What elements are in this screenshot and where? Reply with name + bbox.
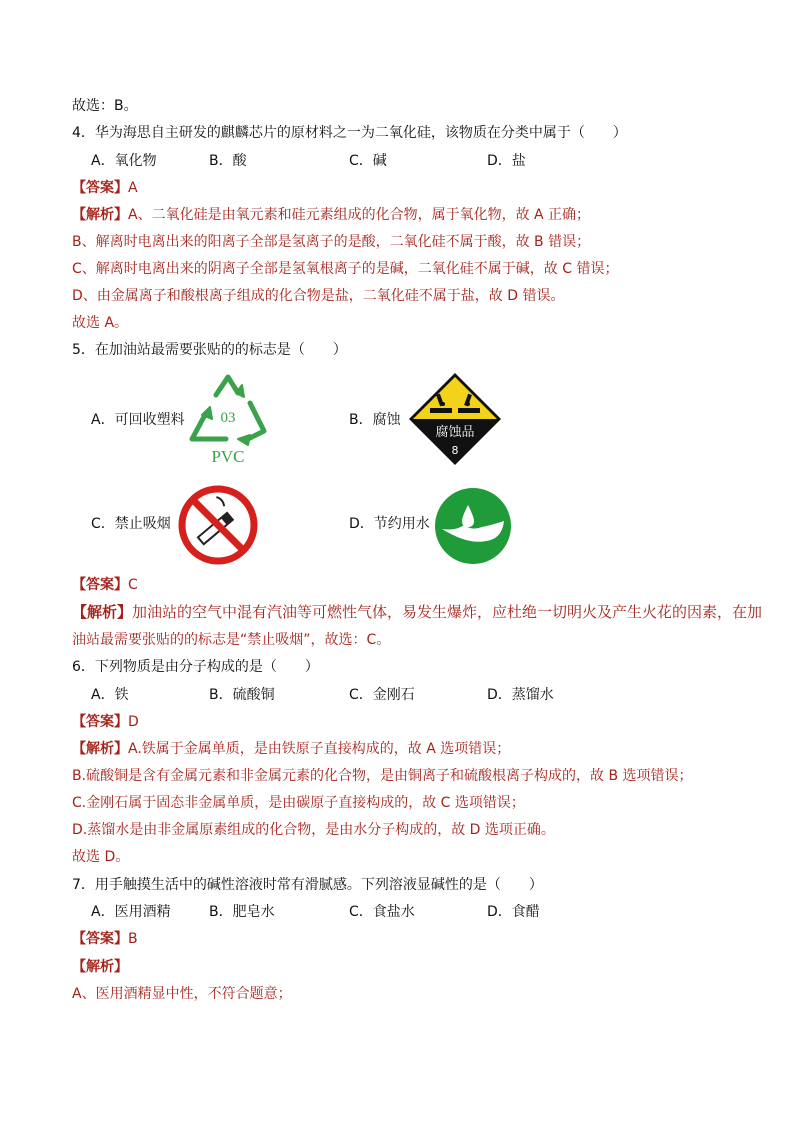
q4-option-d: D．盐	[487, 153, 526, 169]
answer-label: 【答案】	[72, 714, 128, 730]
q5-option-b: B．腐蚀	[349, 412, 401, 428]
q7-option-d: D．食醋	[487, 904, 540, 920]
q3-conclusion: 故选：B。	[72, 98, 138, 114]
q5-explanation-2: 油站最需要张贴的的标志是“禁止吸烟”，故选：C。	[72, 632, 391, 648]
question-6: 6．下列物质是由分子构成的是（ ）	[72, 659, 319, 675]
q4-option-b: B．酸	[209, 153, 247, 169]
q7-option-a: A．医用酒精	[91, 904, 171, 920]
q4-explanation-4: D、由金属离子和酸根离子组成的化合物是盐，二氧化硅不属于盐，故 D 错误。	[72, 288, 565, 304]
q6-explanation-1	[72, 739, 510, 759]
explanation-label: 【解析】	[72, 207, 128, 223]
q5-option-d: D．节约用水	[349, 516, 430, 532]
q4-conclusion: 故选 A。	[72, 315, 129, 331]
q6-explanation-4: D.蒸馏水是由非金属原素组成的化合物，是由水分子构成的，故 D 选项正确。	[72, 822, 555, 838]
q4-explanation-1	[72, 205, 590, 225]
answer-label: 【答案】	[72, 931, 128, 947]
question-5: 5．在加油站最需要张贴的的标志是（ ）	[72, 342, 347, 358]
q6-conclusion: 故选 D。	[72, 849, 130, 865]
q5-explanation-1	[72, 602, 762, 622]
explanation-text: A.铁属于金属单质，是由铁原子直接构成的，故 A 选项错误；	[128, 741, 511, 757]
water-saving-icon	[434, 487, 512, 565]
q4-explanation-3: C、解离时电离出来的阴离子全部是氢氧根离子的是碱，二氧化硅不属于碱，故 C 错误；	[72, 261, 619, 277]
explanation-text: 加油站的空气中混有汽油等可燃性气体，易发生爆炸，应杜绝一切明火及产生火花的因素，在加	[132, 603, 763, 621]
q4-explanation-2: B、解离时电离出来的阳离子全部是氢离子的是酸，二氧化硅不属于酸，故 B 错误；	[72, 234, 591, 250]
recycle-number: 03	[220, 410, 236, 426]
recycle-label: PVC	[211, 447, 245, 465]
explanation-text: A、二氧化硅是由氧元素和硅元素组成的化合物，属于氧化物，故 A 正确；	[128, 207, 591, 223]
q4-option-c: C．碱	[349, 153, 387, 169]
q7-explanation-1: A、医用酒精显中性，不符合题意；	[72, 986, 292, 1002]
q4-option-a: A．氧化物	[91, 153, 157, 169]
q6-option-c: C．金刚石	[349, 687, 415, 703]
q6-option-a: A．铁	[91, 687, 129, 703]
q5-option-a: A．可回收塑料	[91, 412, 185, 428]
q6-answer	[72, 712, 139, 732]
q5-option-c: C．禁止吸烟	[91, 516, 171, 532]
recycle-triangle-icon	[188, 373, 268, 465]
q6-explanation-2: B.硫酸铜是含有金属元素和非金属元素的化合物，是由铜离子和硫酸根离子构成的，故 B 选项错误；	[72, 768, 693, 784]
q7-option-c: C．食盐水	[349, 904, 415, 920]
corrosive-diamond-icon	[408, 372, 502, 466]
no-smoking-icon	[178, 485, 258, 565]
explanation-label: 【解析】	[72, 959, 128, 975]
answer-label: 【答案】	[72, 577, 128, 593]
answer-label: 【答案】	[72, 180, 128, 196]
explanation-label: 【解析】	[72, 741, 128, 757]
question-4: 4．华为海思自主研发的麒麟芯片的原材料之一为二氧化硅，该物质在分类中属于（ ）	[72, 125, 627, 141]
q6-explanation-3: C.金刚石属于固态非金属单质，是由碳原子直接构成的，故 C 选项错误；	[72, 795, 525, 811]
q4-answer	[72, 178, 138, 198]
q6-option-b: B．硫酸铜	[209, 687, 275, 703]
q7-option-b: B．肥皂水	[209, 904, 275, 920]
explanation-label: 【解析】	[72, 603, 133, 621]
question-7: 7．用手触摸生活中的碱性溶液时常有滑腻感。下列溶液显碱性的是（ ）	[72, 877, 543, 893]
q7-answer	[72, 929, 138, 949]
q7-explanation-label	[72, 957, 128, 977]
q6-option-d: D．蒸馏水	[487, 687, 554, 703]
answer-value: C	[128, 577, 138, 593]
answer-value: D	[128, 714, 139, 730]
corrosive-label: 腐蚀品	[435, 425, 475, 440]
q5-answer	[72, 575, 138, 595]
answer-value: B	[128, 931, 138, 947]
answer-value: A	[128, 180, 138, 196]
corrosive-class: 8	[451, 444, 459, 457]
